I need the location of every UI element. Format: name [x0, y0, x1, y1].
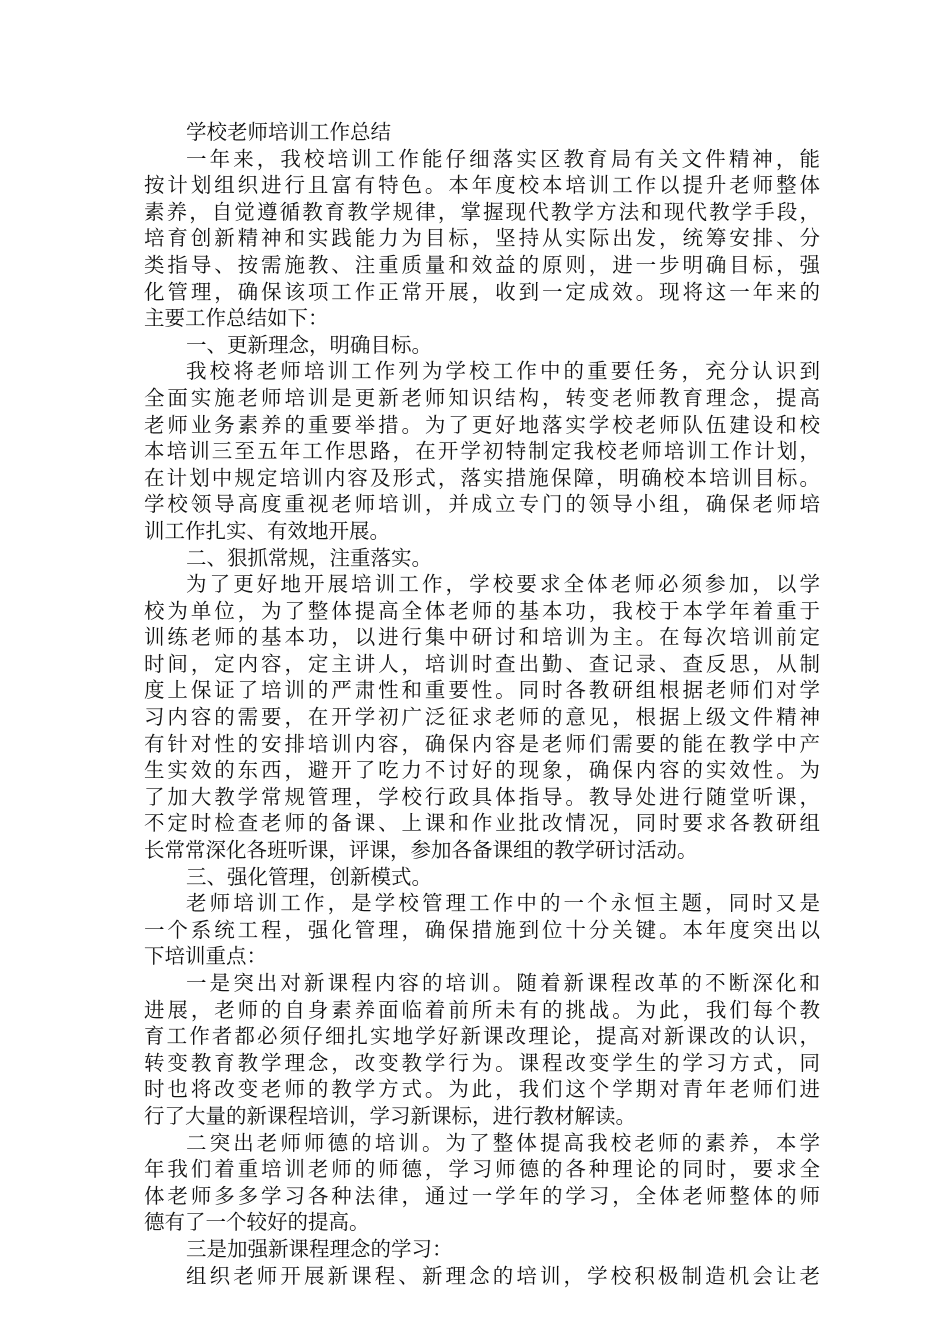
text-line: 一年来，我校培训工作能仔细落实区教育局有关文件精神，能 — [186, 146, 820, 171]
text-line: 有针对性的安排培训内容，确保内容是老师们需要的能在教学中产 — [144, 731, 820, 756]
text-line: 为了更好地开展培训工作，学校要求全体老师必须参加，以学 — [186, 572, 820, 597]
text-line: 主要工作总结如下： — [144, 306, 329, 331]
text-line: 按计划组织进行且富有特色。本年度校本培训工作以提升老师整体 — [144, 173, 820, 198]
text-line: 训练老师的基本功，以进行集中研讨和培训为主。在每次培训前定 — [144, 625, 820, 650]
text-line: 德有了一个较好的提高。 — [144, 1210, 370, 1235]
text-line: 下培训重点： — [144, 944, 267, 969]
text-line: 进展，老师的自身素养面临着前所未有的挑战。为此，我们每个教 — [144, 997, 820, 1022]
text-line: 了加大教学常规管理，学校行政具体指导。教导处进行随堂听课， — [144, 784, 820, 809]
text-line: 时也将改变老师的教学方式。为此，我们这个学期对青年老师们进 — [144, 1077, 820, 1102]
text-line: 习内容的需要，在开学初广泛征求老师的意见，根据上级文件精神 — [144, 705, 820, 730]
text-line: 组织老师开展新课程、新理念的培训，学校积极制造机会让老 — [186, 1263, 820, 1288]
text-line: 二突出老师师德的培训。为了整体提高我校老师的素养，本学 — [186, 1130, 820, 1155]
text-line: 长常常深化各班听课，评课，参加各备课组的教学研讨活动。 — [144, 838, 698, 863]
text-line: 素养，自觉遵循教育教学规律，掌握现代教学方法和现代教学手段， — [144, 199, 820, 224]
text-line: 时间，定内容，定主讲人，培训时查出勤、查记录、查反思，从制 — [144, 651, 820, 676]
document-body — [144, 146, 820, 1290]
text-line: 培育创新精神和实践能力为目标，坚持从实际出发，统筹安排、分 — [144, 226, 820, 251]
text-line: 三是加强新课程理念的学习： — [186, 1236, 453, 1261]
text-line: 不定时检查老师的备课、上课和作业批改情况，同时要求各教研组 — [144, 811, 820, 836]
text-line: 年我们着重培训老师的师德，学习师德的各种理论的同时，要求全 — [144, 1157, 820, 1182]
text-line: 一个系统工程，强化管理，确保措施到位十分关键。本年度突出以 — [144, 917, 820, 942]
text-line: 在计划中规定培训内容及形式，落实措施保障，明确校本培训目标。 — [144, 465, 820, 490]
text-line: 校为单位，为了整体提高全体老师的基本功，我校于本学年着重于 — [144, 598, 820, 623]
text-line: 体老师多多学习各种法律，通过一学年的学习，全体老师整体的师 — [144, 1183, 820, 1208]
text-line: 老师培训工作，是学校管理工作中的一个永恒主题，同时又是 — [186, 891, 820, 916]
text-line: 类指导、按需施教、注重质量和效益的原则，进一步明确目标，强 — [144, 252, 820, 277]
text-line: 度上保证了培训的严肃性和重要性。同时各教研组根据老师们对学 — [144, 678, 820, 703]
document-title: 学校老师培训工作总结 — [186, 120, 391, 144]
text-line: 化管理，确保该项工作正常开展，收到一定成效。现将这一年来的 — [144, 279, 820, 304]
document-page — [144, 119, 820, 1289]
text-line: 学校领导高度重视老师培训，并成立专门的领导小组，确保老师培 — [144, 492, 820, 517]
text-line: 一、更新理念，明确目标。 — [186, 332, 432, 357]
text-line: 生实效的东西，避开了吃力不讨好的现象，确保内容的实效性。为 — [144, 758, 820, 783]
text-line: 我校将老师培训工作列为学校工作中的重要任务，充分认识到 — [186, 359, 820, 384]
text-line: 三、强化管理，创新模式。 — [186, 864, 432, 889]
text-line: 二、狠抓常规，注重落实。 — [186, 545, 432, 570]
text-line: 一是突出对新课程内容的培训。随着新课程改革的不断深化和 — [186, 971, 820, 995]
text-line: 转变教育教学理念，改变教学行为。课程改变学生的学习方式，同 — [144, 1050, 820, 1075]
text-line: 老师业务素养的重要举措。为了更好地落实学校老师队伍建设和校 — [144, 412, 820, 437]
text-line: 行了大量的新课程培训，学习新课标，进行教材解读。 — [144, 1103, 636, 1128]
text-line: 训工作扎实、有效地开展。 — [144, 518, 390, 543]
text-line: 本培训三至五年工作思路，在开学初特制定我校老师培训工作计划， — [144, 439, 820, 464]
text-line: 全面实施老师培训是更新老师知识结构，转变老师教育理念，提高 — [144, 385, 820, 410]
text-line: 育工作者都必须仔细扎实地学好新课改理论，提高对新课改的认识， — [144, 1024, 820, 1049]
